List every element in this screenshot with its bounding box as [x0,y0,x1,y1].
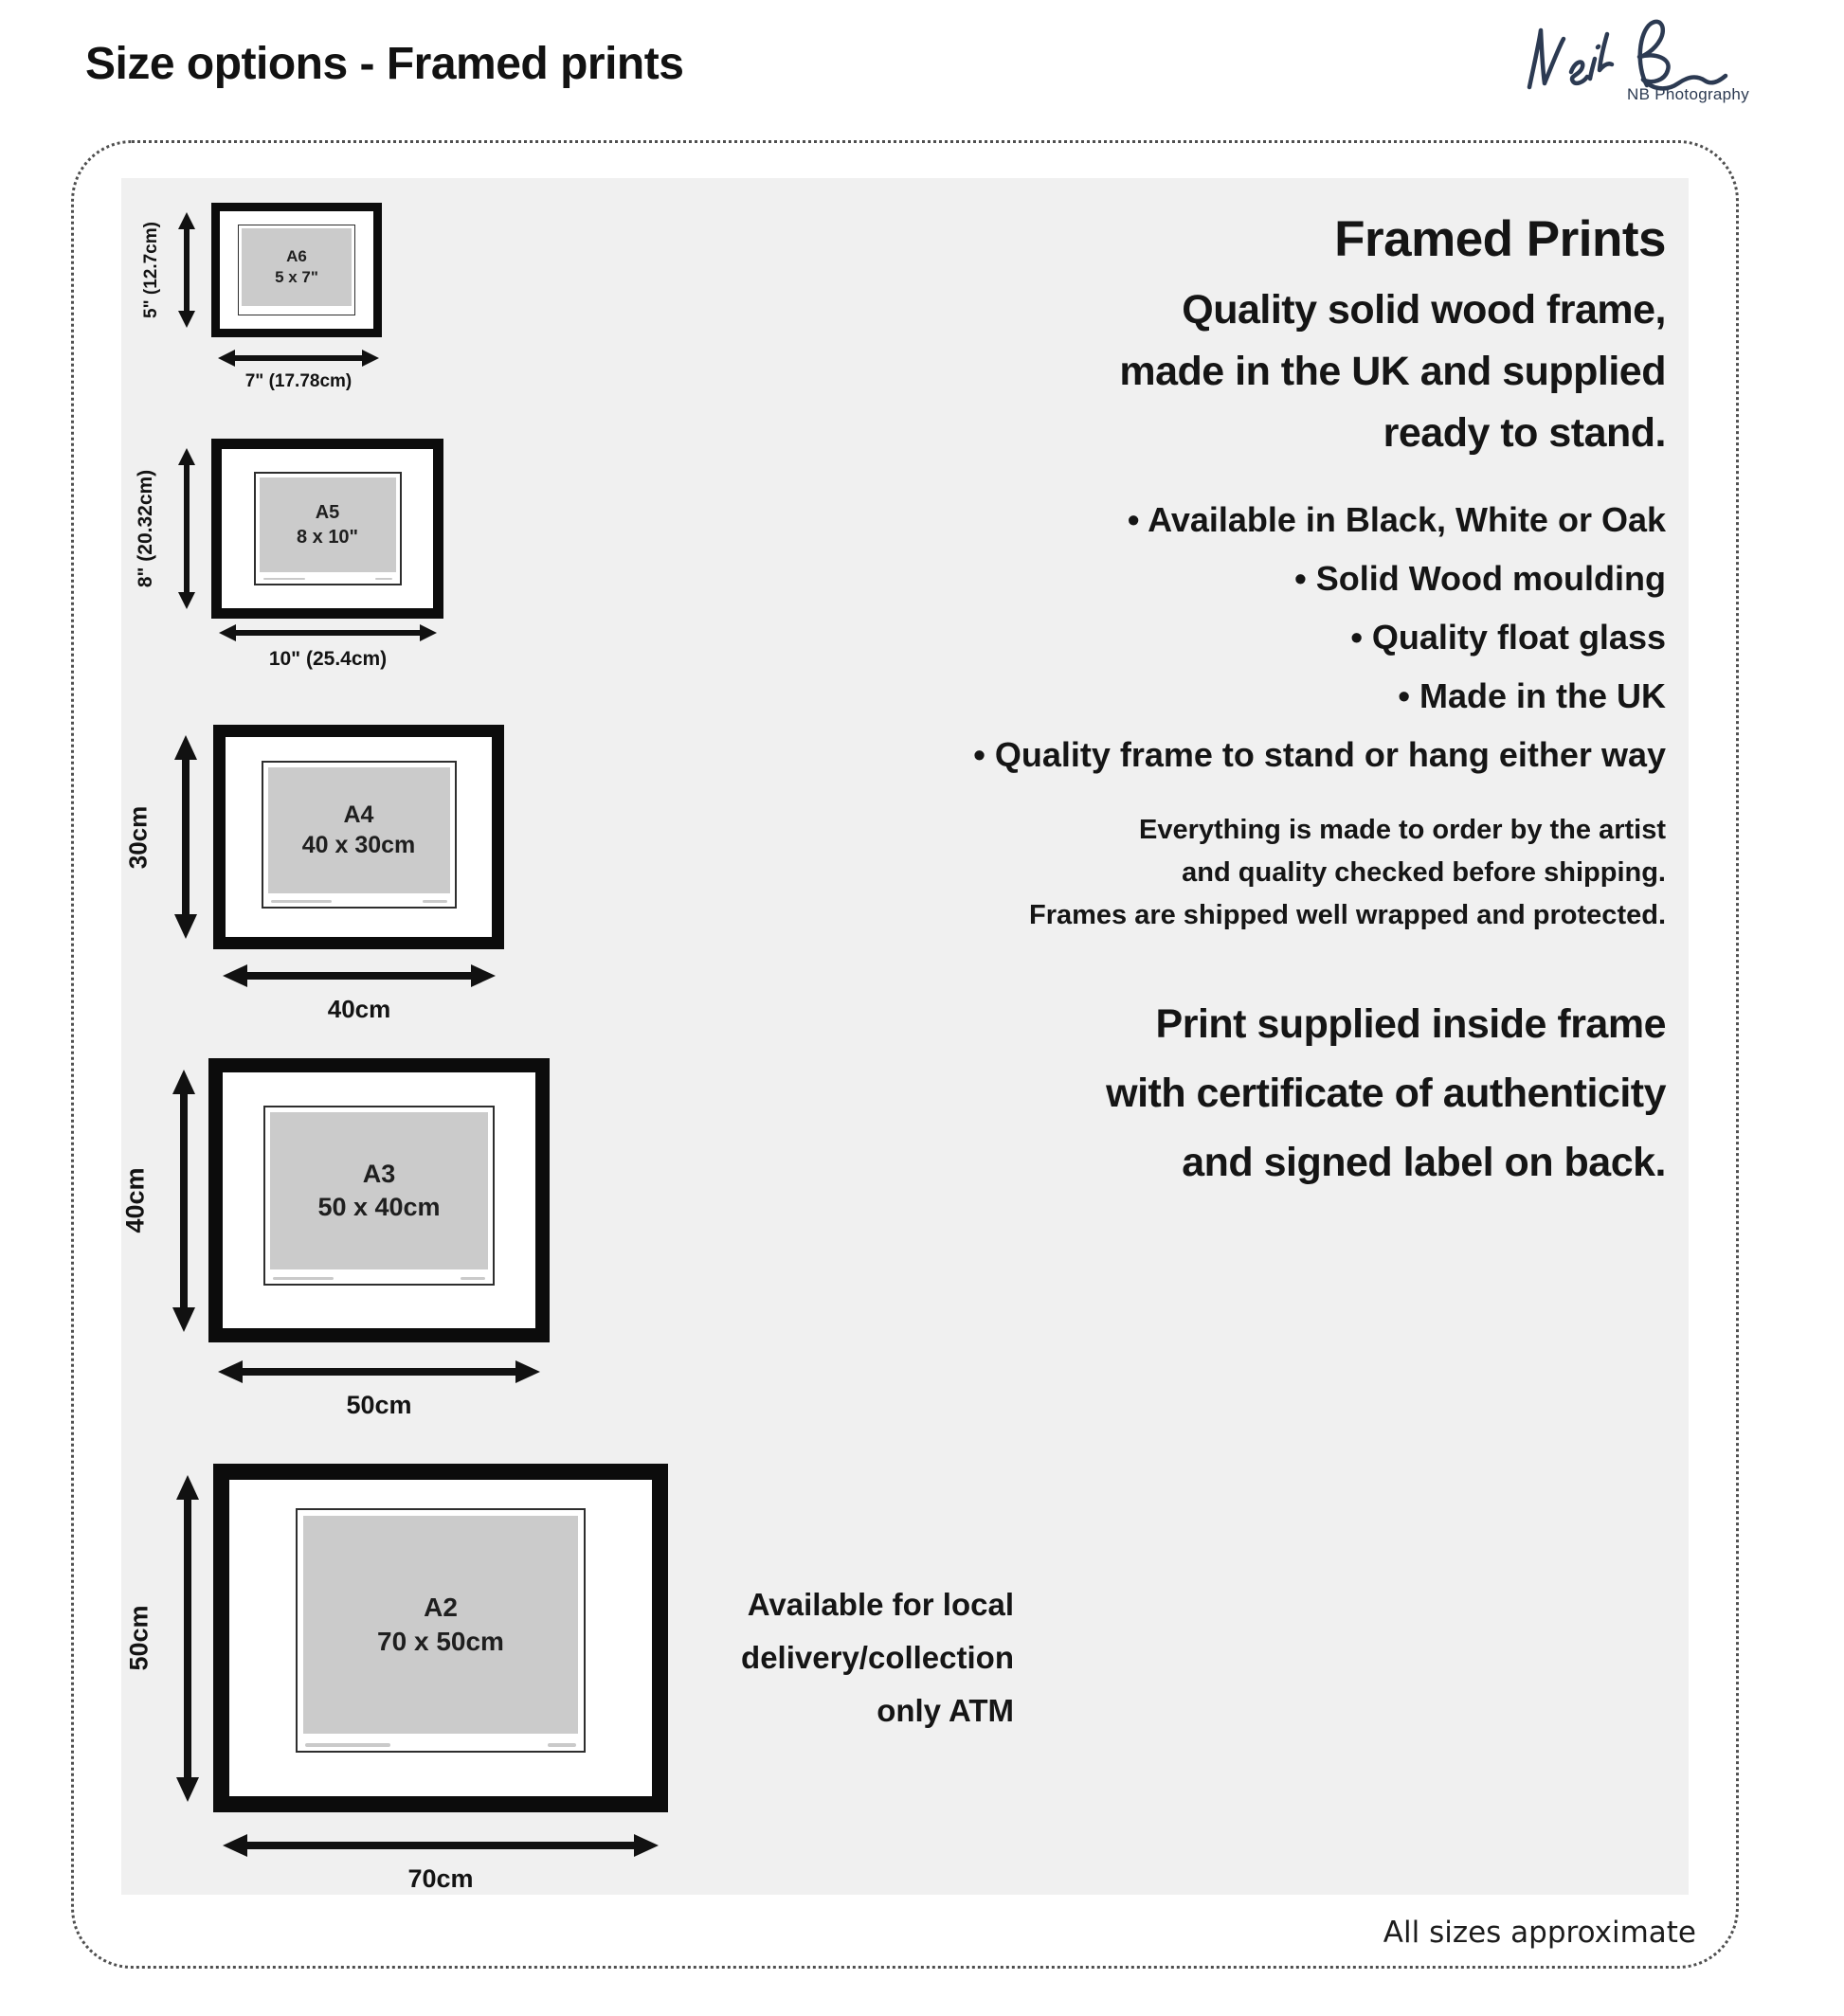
bullet-item: • Made in the UK [1398,676,1666,715]
print-caption-mark [305,1743,390,1747]
height-label: 30cm [123,805,153,870]
width-dimension-arrow [223,964,496,987]
brand-caption: NB Photography [1627,85,1749,103]
print-caption-mark [375,578,392,580]
made-to-order-line: Frames are shipped well wrapped and protected. [1028,900,1666,930]
print-name: A4 [343,801,374,828]
info-subheading-line: made in the UK and supplied [1119,349,1666,394]
page-title: Size options - Framed prints [85,39,684,89]
a2-availability-line: delivery/collection [741,1640,1014,1675]
height-dimension-arrow [173,735,198,939]
print-area [238,225,355,315]
height-label: 8" (20.32cm) [135,469,156,588]
frame-a5 [211,439,443,619]
print-area [254,472,402,585]
print-size: 8 x 10" [296,527,359,548]
print-caption-mark [271,900,332,903]
print-caption-mark [273,1277,334,1280]
print-caption-mark [423,900,447,903]
frame-a2 [213,1464,668,1812]
print-caption-mark [263,578,305,580]
print-caption-mark [548,1743,576,1747]
print-label [297,500,358,549]
print-name: A5 [315,502,340,523]
print-name: A2 [424,1592,458,1622]
print-area [296,1508,586,1753]
certificate-line: and signed label on back. [1182,1140,1666,1185]
made-to-order-line: Everything is made to order by the artist [1139,815,1666,845]
print-size: 70 x 50cm [377,1627,504,1656]
width-dimension-arrow [218,1360,540,1383]
width-label: 10" (25.4cm) [268,648,388,670]
certificate-line: with certificate of authenticity [1106,1071,1666,1116]
width-dimension-arrow [219,621,437,644]
bullet-item: • Available in Black, White or Oak [1127,500,1666,539]
print-label [275,246,318,288]
made-to-order-line: and quality checked before shipping. [1182,857,1666,888]
height-label: 40cm [120,1167,150,1233]
frame-a6 [211,203,382,337]
width-label: 50cm [346,1391,412,1419]
print-name: A6 [286,246,307,265]
bullet-item: • Quality float glass [1350,618,1666,657]
height-dimension-arrow [174,212,199,328]
width-label: 40cm [327,995,391,1023]
width-dimension-arrow [223,1834,659,1857]
signature-icon [1516,15,1753,121]
frame-a4 [213,725,504,949]
made-to-order-paragraph [856,809,1666,937]
print-label [317,1158,440,1224]
print-area [262,761,457,909]
bullet-item: • Quality frame to stand or hang either way [973,735,1666,774]
print-size: 40 x 30cm [301,832,416,858]
height-dimension-arrow [174,448,199,609]
sizes-approximate-footnote: All sizes approximate [1383,1916,1696,1950]
info-heading: Framed Prints [1334,211,1666,267]
print-image [270,1112,488,1269]
height-dimension-arrow [172,1070,196,1332]
bullet-item: • Solid Wood moulding [1294,559,1666,598]
a2-availability-line: only ATM [877,1693,1014,1728]
certificate-line: Print supplied inside frame [1155,1001,1666,1047]
a2-availability-note [654,1578,1014,1737]
print-image [242,228,352,306]
height-label: 50cm [124,1605,154,1671]
frame-a3 [208,1058,550,1342]
print-label [377,1591,504,1660]
print-image [260,477,396,572]
print-caption-mark [461,1277,485,1280]
a2-availability-line: Available for local [747,1587,1014,1622]
info-subheading [856,279,1666,464]
print-name: A3 [362,1159,396,1188]
certificate-paragraph [856,990,1666,1197]
width-label: 70cm [407,1864,474,1893]
height-label: 5" (12.7cm) [141,222,161,318]
info-subheading-line: ready to stand. [1383,410,1666,456]
width-dimension-arrow [218,347,379,369]
width-label: 7" (17.78cm) [244,371,353,391]
print-image [303,1516,578,1734]
info-column [856,210,1666,1197]
print-label [302,800,416,861]
feature-bullet-list [856,491,1666,784]
print-image [268,767,450,893]
brand-logo [1516,15,1753,121]
print-size: 50 x 40cm [317,1193,441,1221]
print-size: 5 x 7" [275,268,318,286]
print-area [263,1106,495,1286]
height-dimension-arrow [175,1475,200,1802]
info-subheading-line: Quality solid wood frame, [1182,287,1666,333]
